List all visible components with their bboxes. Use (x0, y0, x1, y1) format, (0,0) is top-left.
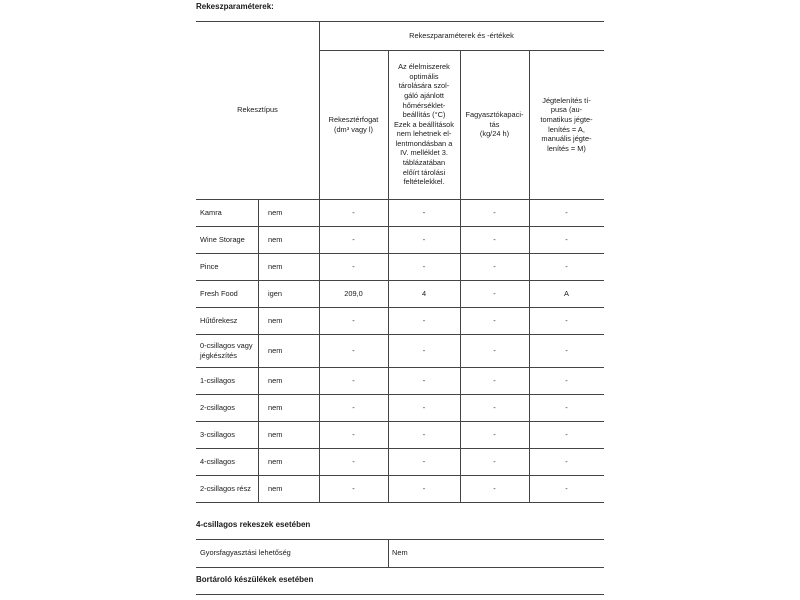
table-cell: - (422, 429, 426, 439)
table-cell: nem (268, 456, 283, 466)
table-cell: nem (268, 483, 283, 493)
table-cell: - (352, 375, 355, 385)
table-cell: - (565, 315, 568, 325)
table-rule (258, 367, 259, 394)
quick-freeze-value: Nem (392, 548, 408, 558)
table-cell: - (422, 456, 426, 466)
table-cell: - (422, 375, 426, 385)
table-cell: - (493, 345, 496, 355)
table-cell: - (422, 234, 426, 244)
table-cell: - (565, 375, 568, 385)
table-rule (196, 502, 604, 503)
table-rule (258, 226, 259, 253)
compartment-type-cell: Hűtőrekesz (200, 315, 238, 325)
compartment-type-cell: Fresh Food (200, 288, 238, 298)
table-cell: - (422, 483, 426, 493)
table-cell: - (493, 207, 496, 217)
divider (196, 594, 604, 595)
table-cell: - (352, 402, 355, 412)
table-cell: nem (268, 429, 283, 439)
quick-freeze-label: Gyorsfagyasztási lehetőség (200, 548, 291, 558)
table-cell: - (493, 315, 496, 325)
table-cell: - (565, 429, 568, 439)
wine-storage-heading: Bortároló készülékek esetében (196, 575, 314, 584)
table-rule (258, 475, 259, 502)
table-rule (258, 307, 259, 334)
compartment-type-cell: Kamra (200, 207, 222, 217)
table-cell: A (564, 288, 569, 298)
four-star-heading: 4-csillagos rekeszek esetében (196, 520, 311, 529)
compartment-type-cell: 2-csillagos (200, 402, 235, 412)
table-cell: nem (268, 315, 283, 325)
table-cell: - (352, 429, 355, 439)
table-cell: - (352, 456, 355, 466)
column-header: Fagyasztókapaci- tás (kg/24 h) (465, 110, 524, 139)
group-header: Rekeszparaméterek és -értékek (409, 30, 514, 40)
table-cell: - (352, 483, 355, 493)
column-header: Az élelmiszerek optimális tárolására szol- gáló ajánlott hőmérséklet- beállítás (°C) Ezek a beállítások nem lehetnek el- lentmondásban a IV. melléklet 3. táblázatában előírt tárolási feltételekkel. (394, 62, 454, 187)
compartment-type-cell: 4-csillagos (200, 456, 235, 466)
column-header: Jégtelenítés tí- pusa (au- tomatikus jégte- lenítés = A, manuális jégte- lenítés = M) (540, 95, 593, 153)
table-cell: - (422, 261, 426, 271)
table-rule (258, 253, 259, 280)
table-cell: nem (268, 234, 283, 244)
column-header: Rekesztérfogat (dm³ vagy l) (328, 114, 379, 134)
table-cell: - (422, 402, 426, 412)
table-cell: - (352, 234, 355, 244)
compartment-type-cell: 2-csillagos rész (200, 483, 251, 493)
table-cell: - (565, 456, 568, 466)
compartment-type-cell: 0-csillagos vagy jégkészítés (200, 340, 253, 360)
table-cell: - (565, 261, 568, 271)
table-cell: - (493, 456, 496, 466)
compartment-type-cell: Wine Storage (200, 234, 245, 244)
table-cell: - (493, 234, 496, 244)
table-rule (258, 334, 259, 367)
table-cell: - (352, 207, 355, 217)
table-rule (258, 280, 259, 307)
table-cell: - (565, 483, 568, 493)
table-cell: - (565, 207, 568, 217)
table-rule (529, 50, 530, 199)
table-cell: - (493, 483, 496, 493)
table-cell: - (352, 261, 355, 271)
compartment-parameters-page (196, 0, 604, 600)
compartment-type-cell: 3-csillagos (200, 429, 235, 439)
table-rule (258, 394, 259, 421)
table-cell: nem (268, 375, 283, 385)
table-cell: 209,0 (344, 288, 363, 298)
table-cell: nem (268, 207, 283, 217)
table-cell: - (422, 315, 426, 325)
table-rule (388, 50, 389, 199)
table-cell: - (422, 207, 426, 217)
page-title: Rekeszparaméterek: (196, 2, 274, 11)
table-cell: 4 (421, 288, 427, 298)
table-rule (258, 199, 259, 226)
table-cell: - (352, 345, 355, 355)
table-cell: igen (268, 288, 282, 298)
compartment-type-cell: 1-csillagos (200, 375, 235, 385)
table-cell: - (493, 402, 496, 412)
compartment-type-cell: Pince (200, 261, 219, 271)
table-cell: nem (268, 261, 283, 271)
table-rule (258, 448, 259, 475)
table-rule (460, 50, 461, 199)
table-rule (258, 421, 259, 448)
table-cell: - (565, 402, 568, 412)
table-cell: - (493, 375, 496, 385)
divider (196, 567, 604, 568)
table-cell: - (422, 345, 426, 355)
table-cell: - (565, 234, 568, 244)
table-cell: - (493, 288, 496, 298)
table-cell: - (493, 429, 496, 439)
table-cell: - (352, 315, 355, 325)
table-cell: - (565, 345, 568, 355)
table-cell: - (493, 261, 496, 271)
table-cell: nem (268, 345, 283, 355)
compartment-type-header: Rekesztípus (237, 105, 278, 115)
table-cell: nem (268, 402, 283, 412)
